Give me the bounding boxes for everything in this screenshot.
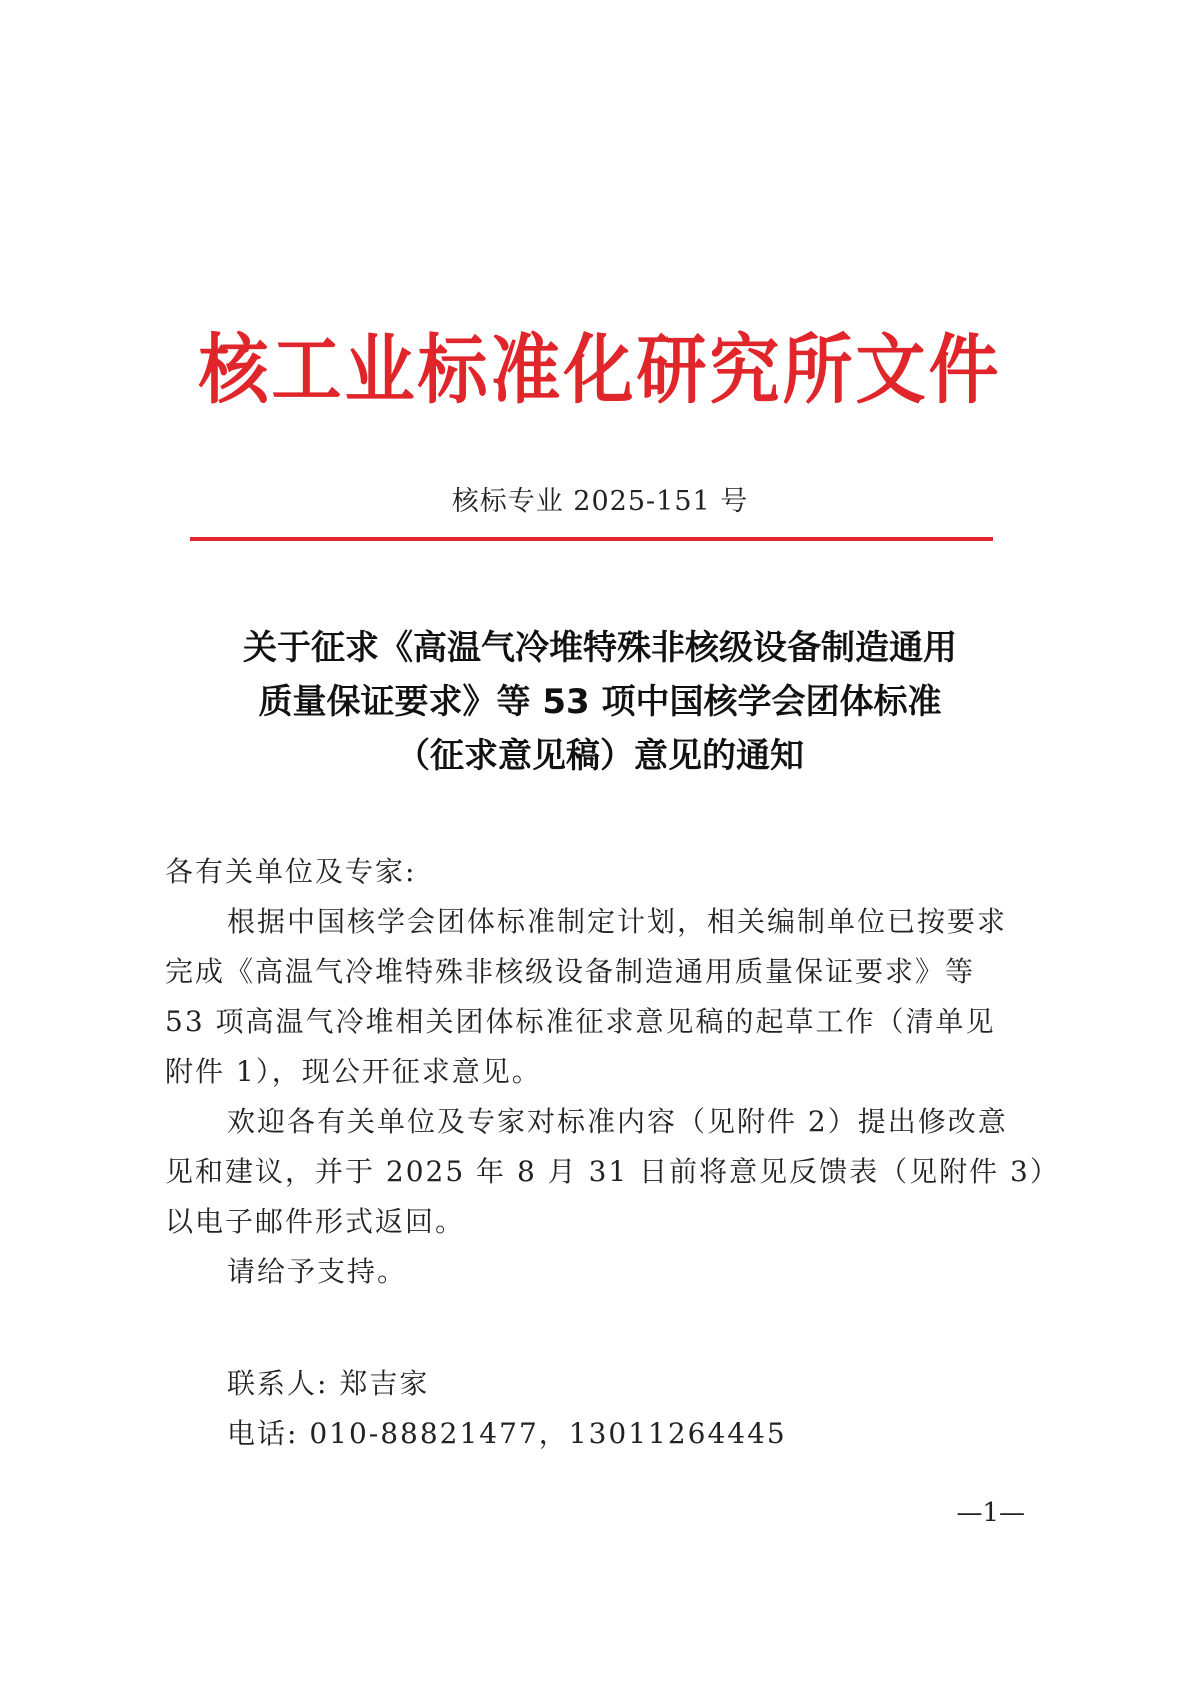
- paragraph-line: 完成《高温气冷堆特殊非核级设备制造通用质量保证要求》等: [165, 955, 976, 988]
- salutation: 各有关单位及专家:: [165, 855, 417, 888]
- header-divider: [190, 537, 993, 541]
- paragraph-line: 根据中国核学会团体标准制定计划，相关编制单位已按要求: [227, 905, 1008, 938]
- paragraph-line: 欢迎各有关单位及专家对标准内容（见附件 2）提出修改意: [227, 1105, 1008, 1138]
- page-number: —1—: [956, 1498, 1025, 1528]
- subject-line: 关于征求《高温气冷堆特殊非核级设备制造通用: [243, 628, 957, 668]
- paragraph-line: 53 项高温气冷堆相关团体标准征求意见稿的起草工作（清单见: [165, 1005, 996, 1038]
- paragraph-line: 附件 1），现公开征求意见。: [165, 1055, 542, 1088]
- paragraph-line: 见和建议，并于 2025 年 8 月 31 日前将意见反馈表（见附件 3）: [165, 1155, 1060, 1188]
- document-number: 核标专业 2025-151 号: [451, 486, 749, 517]
- contact-person: 联系人: 郑吉家: [227, 1367, 430, 1400]
- closing-line: 请给予支持。: [227, 1255, 408, 1288]
- subject-line: 质量保证要求》等 53 项中国核学会团体标准: [258, 682, 942, 722]
- paragraph-line: 以电子邮件形式返回。: [165, 1205, 466, 1238]
- document-subject: [120, 621, 1080, 783]
- subject-line: （征求意见稿）意见的通知: [396, 736, 804, 776]
- contact-phone: 电话: 010-88821477，13011264445: [227, 1417, 787, 1450]
- document-header-title: 核工业标准化研究所文件: [198, 325, 1002, 415]
